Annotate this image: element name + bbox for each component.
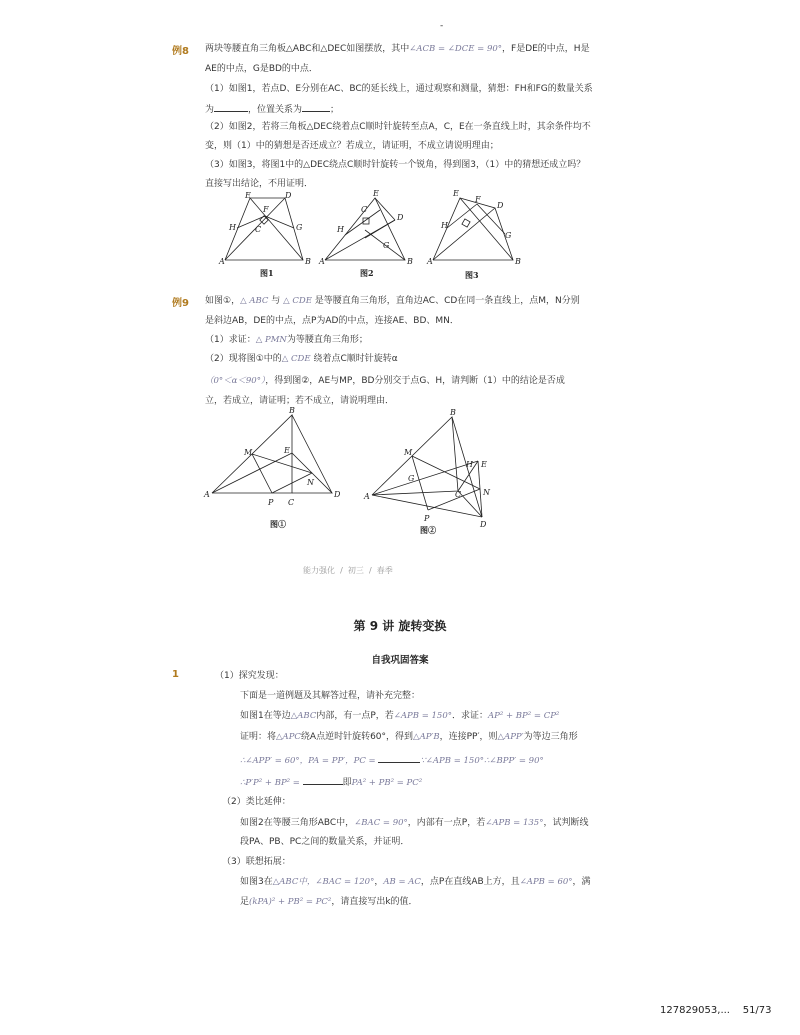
example-8-q1-line-2: 为 ，位置关系为 ； (205, 102, 339, 116)
fig2-label-e: E (373, 189, 379, 198)
fig1-label-e: E (245, 191, 251, 200)
example-9-q2: （2）现将图①中的△ CDE 绕着点C顺时针旋转α (205, 354, 398, 364)
example-9-q2-line-3: 立，若成立，请证明；若不成立，请说明理由． (205, 396, 395, 406)
fig3-label-f: F (475, 195, 481, 204)
fig2-label-g: G (383, 241, 390, 250)
problem-1-part-2-line-2: 段PA、PB、PC之间的数量关系，并证明． (240, 837, 410, 847)
example-8-figures-svg (215, 189, 521, 285)
page-number: 127829053,... 51/73 (660, 1005, 772, 1016)
fig3-label-b: B (515, 257, 521, 266)
fig1-label-a: A (219, 257, 225, 266)
example-8-line-2: AE的中点，G是BD的中点． (205, 64, 318, 74)
problem-1-part-3-line-1: 如图3在△ABC中，∠BAC = 120°，AB = AC，点P在直线AB上方，且∠APB = 60°，满 (240, 877, 591, 887)
fig3-label-h: H (441, 221, 448, 230)
figure-circled-2-caption: 图② (420, 525, 436, 535)
example-9-label: 例9 (172, 298, 189, 309)
problem-1-proof-line-3: ∴P′P² + BP² = 即PA² + PB² = PC² (240, 775, 422, 789)
fig9b-label-g: G (408, 474, 415, 483)
fig3-label-e: E (453, 189, 459, 198)
problem-1-number: 1 (172, 669, 179, 680)
fig1-label-c: C (255, 225, 262, 234)
example-8-line-1: 两块等腰直角三角板△ABC和△DEC如图摆放，其中∠ACB = ∠DCE = 90°，F是DE的中点，H是 (205, 44, 590, 54)
problem-1-part-2-line-1: 如图2在等腰三角形ABC中，∠BAC = 90°，内部有一点P，若∠APB = 135°，试判断线 (240, 818, 589, 828)
fig1-label-f: F (263, 205, 269, 214)
problem-1-part-1-statement: 如图1在等边△ABC内部，有一点P，若∠APB = 150°．求证：AP² + BP² = CP² (240, 711, 560, 721)
example-9-figures (200, 405, 500, 540)
fig1-label-h: H (229, 223, 236, 232)
fig9a-label-n: N (307, 478, 314, 487)
problem-1-part-1: （1）探究发现： (215, 671, 284, 681)
fig2-label-c: C (361, 205, 368, 214)
example-9-line-1: 如图①，△ ABC 与 △ CDE 是等腰直角三角形，直角边AC、CD在同一条直线上，点M，N分别 (205, 296, 580, 306)
example-9-line-2: 是斜边AB，DE的中点，点P为AD的中点，连接AE、BD、MN． (205, 316, 459, 326)
example-8-q1-line-1: （1）如图1，若点D、E分别在AC、BC的延长线上，通过观察和测量，猜想：FH和FG的数量关系 (205, 84, 593, 94)
fig1-label-g: G (296, 223, 303, 232)
fig9b-label-m: M (404, 448, 413, 457)
fig9a-label-m: M (244, 448, 253, 457)
fig3-label-d: D (497, 201, 504, 210)
figure-3-caption: 图3 (465, 270, 479, 280)
fig2-label-b: B (407, 257, 413, 266)
fig1-label-b: B (305, 257, 311, 266)
fig9b-label-n: N (483, 488, 490, 497)
section-subtitle: 自我巩固答案 (371, 655, 429, 666)
fig9a-label-b: B (289, 406, 295, 415)
figure-2-caption: 图2 (360, 268, 374, 278)
example-9-q1: （1）求证：△ PMN为等腰直角三角形； (205, 335, 368, 345)
fig9b-label-d: D (480, 520, 487, 529)
example-9-q2-line-2: （0°＜α＜90°），得到图②，AE与MP，BD分别交于点G、H，请判断（1）中的结论是否成 (205, 376, 565, 386)
example-8-figures (215, 189, 521, 285)
page-mark: - (440, 21, 444, 31)
example-8-q3-line-1: （3）如图3，将图1中的△DEC绕点C顺时针旋转一个锐角，得到图3，（1）中的猜想还成立吗？ (205, 160, 586, 170)
example-8-q2-line-1: （2）如图2，若将三角板△DEC绕着点C顺时针旋转至点A，C，E在一条直线上时，其余条件均不 (205, 122, 591, 132)
example-8-label: 例8 (172, 46, 189, 57)
fig1-label-d: D (285, 191, 292, 200)
page-footer: 能力强化 / 初三 / 春季 (303, 566, 393, 575)
example-9-figures-svg (200, 405, 500, 540)
fig3-label-a: A (427, 257, 433, 266)
fig9b-label-c: C (455, 490, 462, 499)
problem-1-part-3: （3）联想拓展： (222, 857, 291, 867)
example-8-q3-line-2: 直接写出结论，不用证明． (205, 179, 314, 189)
fig9b-label-b: B (450, 408, 456, 417)
lecture-title: 第 9 讲 旋转变换 (353, 619, 447, 633)
fig9a-label-c: C (288, 498, 295, 507)
problem-1-proof-line-1: 证明：将△APC绕A点逆时针旋转60°，得到△AP′B，连接PP′，则△APP′为等边三角形 (240, 732, 578, 742)
fig3-label-g: G (505, 231, 512, 240)
fig9b-label-p: P (424, 514, 430, 523)
fig9a-label-e: E (284, 446, 290, 455)
fig2-label-h: H (337, 225, 344, 234)
fig9a-label-d: D (334, 490, 341, 499)
problem-1-part-3-line-2: 足(kPA)² + PB² = PC²，请直接写出k的值． (240, 897, 418, 907)
problem-1-part-2: （2）类比延伸： (222, 797, 291, 807)
fig9a-label-a: A (204, 490, 210, 499)
fig2-label-a: A (319, 257, 325, 266)
fig9b-label-a: A (364, 492, 370, 501)
fig2-label-d: D (397, 213, 404, 222)
problem-1-proof-line-2: ∴∠APP′ = 60°，PA = PP′，PC = ∵∠APB = 150°∴∠BPP′ = 90° (240, 753, 544, 767)
fig9b-label-h: H (466, 460, 473, 469)
figure-circled-1-diagram (212, 415, 332, 493)
example-8-q2-line-2: 变，则（1）中的猜想是否还成立？若成立，请证明，不成立请说明理由； (205, 141, 499, 151)
fig9b-label-e: E (481, 460, 487, 469)
figure-1-caption: 图1 (260, 268, 274, 278)
problem-1-part-1-intro: 下面是一道例题及其解答过程，请补充完整： (240, 691, 421, 701)
figure-circled-1-caption: 图① (270, 519, 286, 529)
fig9a-label-p: P (268, 498, 274, 507)
